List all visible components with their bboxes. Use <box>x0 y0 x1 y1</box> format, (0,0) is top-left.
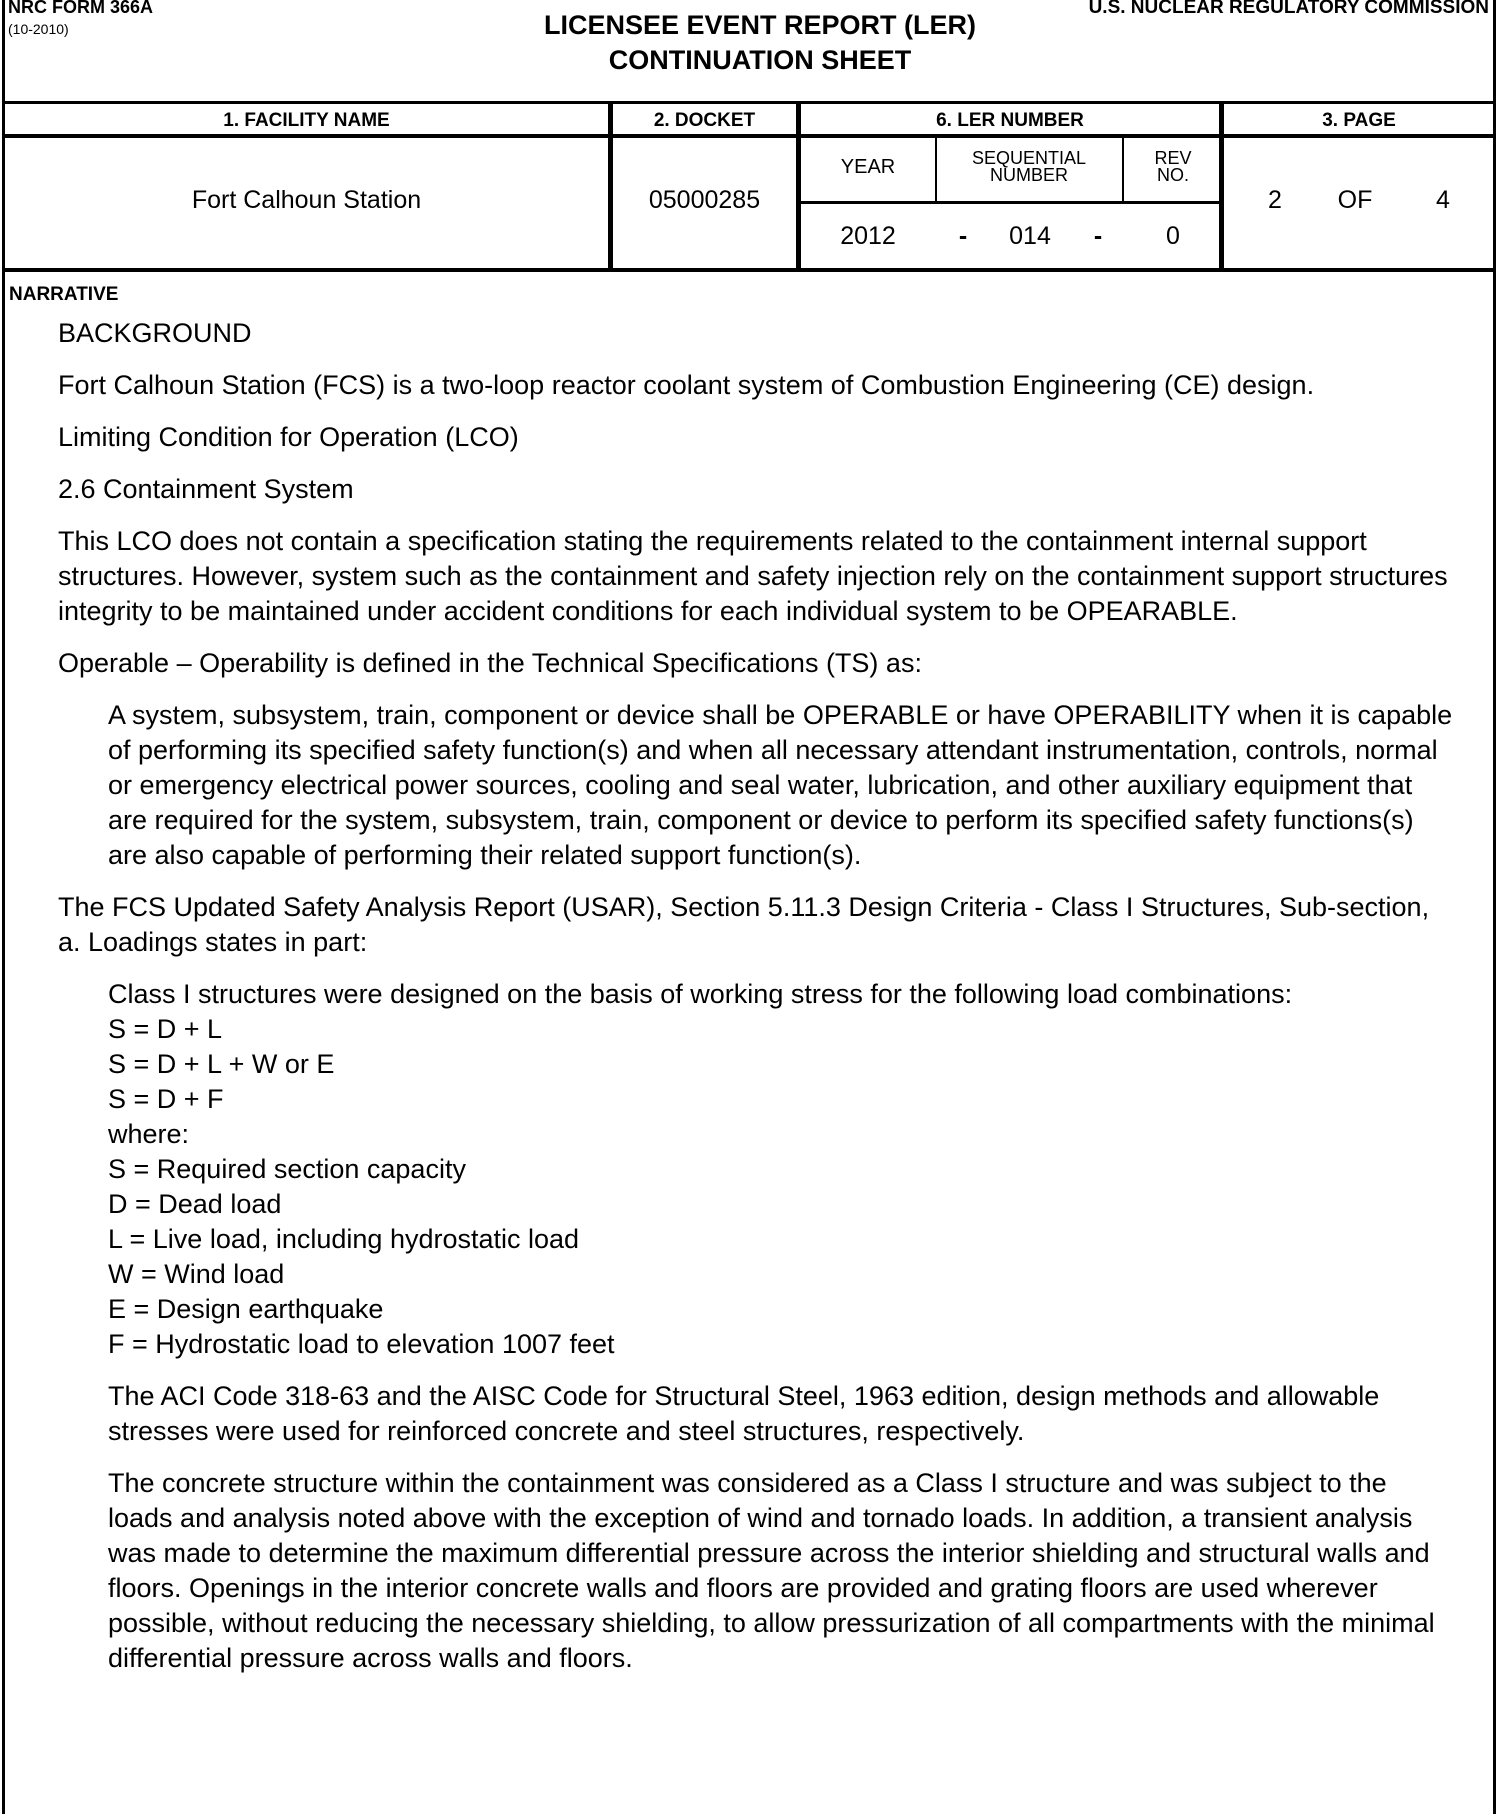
paragraph: The FCS Updated Safety Analysis Report (USAR), Section 5.11.3 Design Criteria - Class I Structures, Sub-section, a. Loadings states in part: <box>58 892 1430 957</box>
paragraph: The ACI Code 318-63 and the AISC Code for Structural Steel, 1963 edition, design methods and allowable stresses were used for reinforced concrete and steel structures, respectively. <box>108 1381 1380 1446</box>
page-total: 4 <box>1436 186 1450 214</box>
title-line-1: LICENSEE EVENT REPORT (LER) <box>543 10 977 40</box>
load-line: D = Dead load <box>108 1189 282 1219</box>
ler-number-label: 6. LER NUMBER <box>936 110 1084 131</box>
load-combinations <box>108 977 1453 1362</box>
rev-value: 0 <box>1166 222 1180 250</box>
paragraph: The concrete structure within the containment was considered as a Class I structure and was subject to the loads and analysis noted above with the exception of wind and tornado loads. In addition, a transient analysis was made to determine the maximum differential pressure across the interior shielding and structural walls and floors. Openings in the interior concrete walls and floors are provided and grating floors are used wherever possible, without reducing the necessary shielding, to allow pressurization of all compartments with the minimal differential pressure across walls and floors. <box>108 1468 1435 1673</box>
narrative-body <box>58 316 1453 1693</box>
table-head-divider <box>2 134 1496 138</box>
load-line: S = D + L + W or E <box>108 1049 335 1079</box>
page-label: 3. PAGE <box>1322 110 1396 131</box>
load-line: where: <box>108 1119 190 1149</box>
load-line: F = Hydrostatic load to elevation 1007 feet <box>108 1329 615 1359</box>
column-divider <box>935 136 937 202</box>
narrative-label: NARRATIVE <box>9 284 119 305</box>
agency-name: U.S. NUCLEAR REGULATORY COMMISSION <box>1088 0 1489 18</box>
load-line: S = Required section capacity <box>108 1154 466 1184</box>
sequential-number-label: SEQUENTIAL NUMBER <box>971 148 1087 185</box>
load-line: Class I structures were designed on the basis of working stress for the following load combinations: <box>108 979 1293 1009</box>
ler-dash: - <box>1093 222 1103 250</box>
paragraph: 2.6 Containment System <box>58 474 354 504</box>
paragraph: Operable – Operability is defined in the Technical Specifications (TS) as: <box>58 648 922 678</box>
paragraph: Limiting Condition for Operation (LCO) <box>58 422 519 452</box>
header-divider <box>2 101 1496 104</box>
quoted-definition: A system, subsystem, train, component or device shall be OPERABLE or have OPERABILITY when it is capable of performing its specified safety function(s) and when all necessary attendant instrumentation, controls, normal or emergency electrical power sources, cooling and seal water, lubrication, and other auxiliary equipment that are required for the system, subsystem, train, component or device to perform its specified safety functions(s) are also capable of performing their related support function(s). <box>108 700 1453 870</box>
ler-dash: - <box>958 222 968 250</box>
docket-value: 05000285 <box>648 186 761 214</box>
paragraph: Fort Calhoun Station (FCS) is a two-loop reactor coolant system of Combustion Engineering (CE) design. <box>58 370 1315 400</box>
load-line: L = Live load, including hydrostatic load <box>108 1224 580 1254</box>
rev-no-label: REV NO. <box>1154 148 1192 185</box>
paragraph: This LCO does not contain a specification stating the requirements related to the containment internal support structures. However, system such as the containment and safety injection rely on the containment support structures integrity to be maintained under accident conditions for each individual system to be OPEARABLE. <box>58 526 1448 626</box>
form-revision: (10-2010) <box>8 21 69 37</box>
page-number: 2 <box>1268 186 1282 214</box>
load-line: S = D + F <box>108 1084 224 1114</box>
year-label: YEAR <box>840 156 896 178</box>
column-divider <box>1122 136 1124 202</box>
facility-name-label: 1. FACILITY NAME <box>223 110 390 131</box>
ler-subdivider <box>799 201 1221 204</box>
page-of: OF <box>1337 186 1373 214</box>
docket-label: 2. DOCKET <box>653 110 756 131</box>
facility-name-value: Fort Calhoun Station <box>191 186 422 214</box>
table-bottom-divider <box>2 268 1496 272</box>
load-line: E = Design earthquake <box>108 1294 384 1324</box>
title-line-2: CONTINUATION SHEET <box>608 45 912 75</box>
load-line: W = Wind load <box>108 1259 285 1289</box>
page-title <box>470 8 1050 78</box>
section-heading: BACKGROUND <box>58 318 252 348</box>
sequential-value: 014 <box>1009 222 1051 250</box>
form-id: NRC FORM 366A <box>8 0 154 17</box>
year-value: 2012 <box>840 222 896 250</box>
load-line: S = D + L <box>108 1014 223 1044</box>
